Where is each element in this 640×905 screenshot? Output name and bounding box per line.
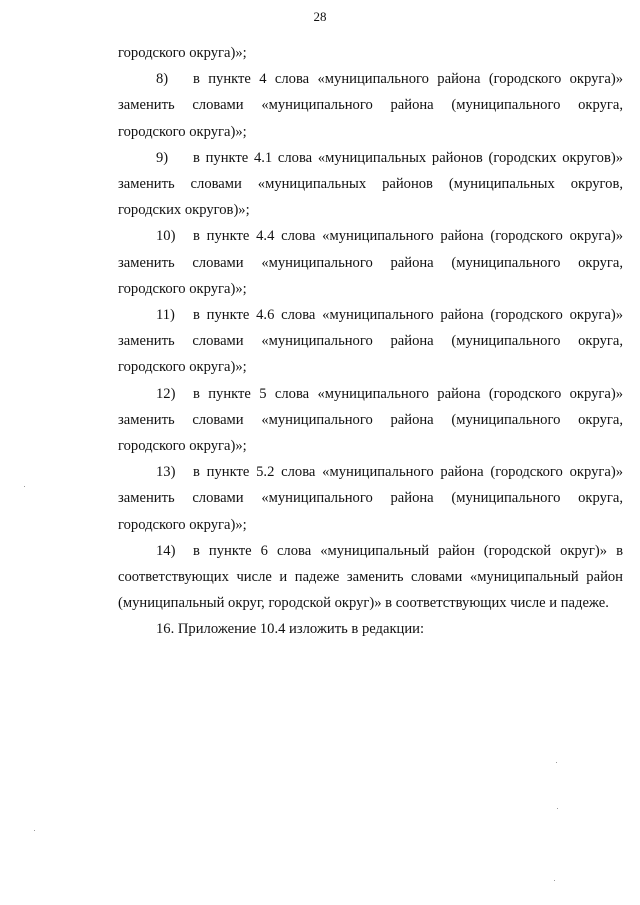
item-number: 8) [156,71,169,88]
item-text: в пункте 4 слова «муниципального района (городского округа)» заменить словами «муниципального района (муниципального округа, городского округа)»; [118,71,623,140]
section-text: 16. Приложение 10.4 изложить в редакции: [156,621,425,638]
item-number: 14) [156,542,176,559]
list-item-12 [118,381,623,460]
item-number: 10) [156,228,176,245]
list-item-8 [118,66,623,145]
item-text: в пункте 6 слова «муниципальный район (городской округ)» в соответствующих числе и падеже заменить словами «муниципальный район (муниципальный округ, городской округ)» в соответствующих числе и падеже. [118,542,623,612]
list-item-13 [118,459,623,538]
item-number: 11) [156,307,175,324]
item-number: 13) [156,464,176,481]
page-number: 28 [313,9,327,24]
scan-speck [554,880,555,881]
scan-speck [557,808,558,809]
item-text: в пункте 4.6 слова «муниципального района (городского округа)» заменить словами «муниципального района (муниципального округа, городского округа)»; [118,307,623,376]
item-text: в пункте 4.4 слова «муниципального района (городского округа)» заменить словами «муниципального района (муниципального округа, городского округа)»; [118,228,623,297]
item-text: в пункте 5 слова «муниципального района (городского округа)» заменить словами «муниципального района (муниципального округа, городского округа)»; [118,385,623,455]
item-text: в пункте 4.1 слова «муниципальных районов (городских округов)» заменить словами «муниципальных районов (муниципальных округов, городских округов)»; [118,149,623,219]
document-body [118,40,623,643]
list-item-11 [118,302,623,381]
paragraph-text: городского округа)»; [118,45,247,61]
scan-speck [556,762,557,763]
list-item-9 [118,145,623,224]
item-number: 9) [156,149,169,166]
section-heading-16 [118,616,623,642]
paragraph-continuation [118,40,623,66]
item-number: 12) [156,385,176,402]
list-item-14 [118,538,623,617]
item-text: в пункте 5.2 слова «муниципального района (городского округа)» заменить словами «муниципального района (муниципального округа, городского округа)»; [118,464,623,533]
scan-speck [34,830,35,831]
scan-speck [24,486,25,487]
list-item-10 [118,223,623,302]
